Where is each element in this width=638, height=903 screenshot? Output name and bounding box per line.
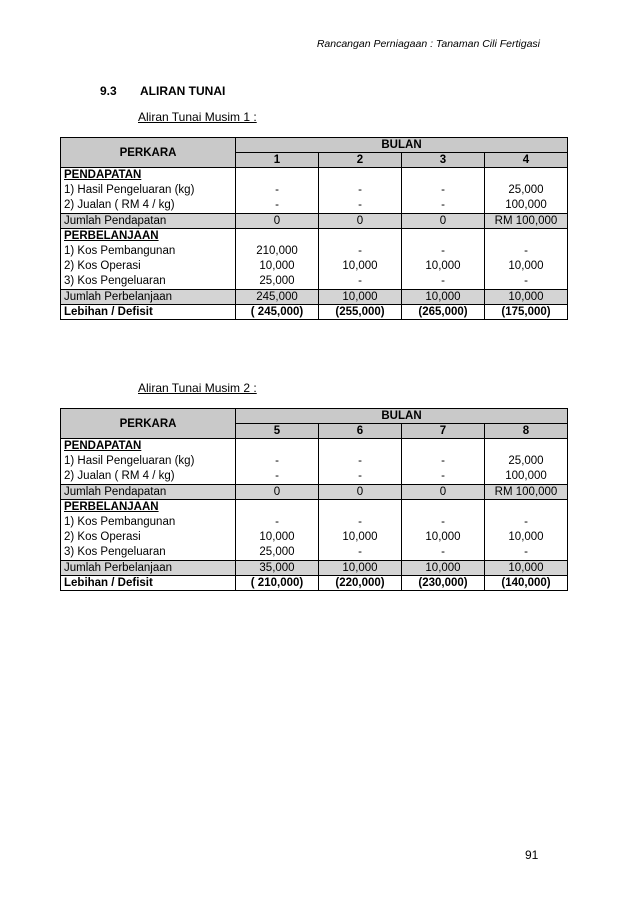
income-value: - [441, 184, 445, 196]
expense-value: - [524, 546, 528, 558]
total-expense-value: 35,000 [236, 561, 319, 576]
total-expense-label: Jumlah Perbelanjaan [61, 290, 236, 305]
total-income-row [61, 214, 568, 229]
cash-flow-table-1 [60, 137, 568, 320]
section-number: 9.3 [100, 84, 117, 98]
bulan-header: BULAN [236, 409, 568, 424]
surplus-deficit-label: Lebihan / Defisit [61, 305, 236, 320]
pendapatan-label: PENDAPATAN [64, 169, 142, 181]
surplus-deficit-value: (175,000) [485, 305, 568, 320]
total-income-value: RM 100,000 [485, 485, 568, 500]
income-value: - [358, 199, 362, 211]
total-income-value: 0 [319, 485, 402, 500]
expense-value: - [358, 275, 362, 287]
expense-value: - [358, 516, 362, 528]
income-value: - [275, 184, 279, 196]
total-expense-label: Jumlah Perbelanjaan [61, 561, 236, 576]
income-value: - [441, 470, 445, 482]
expense-value: - [441, 275, 445, 287]
total-income-value: 0 [236, 485, 319, 500]
total-expense-value: 10,000 [485, 290, 568, 305]
total-income-value: 0 [402, 485, 485, 500]
month-header: 6 [319, 424, 402, 439]
total-expense-row [61, 290, 568, 305]
expense-value: - [441, 546, 445, 558]
month-header: 2 [319, 153, 402, 168]
expense-value: 25,000 [259, 275, 295, 287]
month-header: 3 [402, 153, 485, 168]
expense-item: 1) Kos Pembangunan [64, 245, 176, 257]
table-2-subtitle: Aliran Tunai Musim 2 : [138, 381, 257, 395]
income-value: - [275, 455, 279, 467]
table-1-subtitle: Aliran Tunai Musim 1 : [138, 110, 257, 124]
total-expense-value: 10,000 [402, 290, 485, 305]
total-income-value: 0 [236, 214, 319, 229]
expense-item: 3) Kos Pengeluaran [64, 546, 166, 558]
perbelanjaan-label: PERBELANJAAN [64, 230, 159, 242]
pendapatan-label: PENDAPATAN [64, 440, 142, 452]
income-block [61, 439, 568, 485]
expense-value: 10,000 [508, 260, 544, 272]
expense-value: - [524, 245, 528, 257]
perkara-header: PERKARA [61, 409, 236, 439]
expense-value: - [358, 546, 362, 558]
total-income-label: Jumlah Pendapatan [61, 485, 236, 500]
surplus-deficit-row [61, 576, 568, 591]
expense-value: 10,000 [342, 531, 378, 543]
surplus-deficit-value: ( 210,000) [236, 576, 319, 591]
total-expense-value: 10,000 [319, 561, 402, 576]
income-value: 100,000 [505, 470, 547, 482]
total-income-value: 0 [402, 214, 485, 229]
expense-value: 210,000 [256, 245, 298, 257]
total-expense-row [61, 561, 568, 576]
total-income-label: Jumlah Pendapatan [61, 214, 236, 229]
total-income-row [61, 485, 568, 500]
income-item: 2) Jualan ( RM 4 / kg) [64, 470, 175, 482]
surplus-deficit-value: (265,000) [402, 305, 485, 320]
surplus-deficit-value: ( 245,000) [236, 305, 319, 320]
surplus-deficit-value: (140,000) [485, 576, 568, 591]
total-expense-value: 10,000 [319, 290, 402, 305]
surplus-deficit-value: (220,000) [319, 576, 402, 591]
income-block [61, 168, 568, 214]
total-expense-value: 10,000 [485, 561, 568, 576]
surplus-deficit-value: (255,000) [319, 305, 402, 320]
expense-value: - [524, 275, 528, 287]
income-item: 1) Hasil Pengeluaran (kg) [64, 455, 195, 467]
income-value: - [441, 199, 445, 211]
perbelanjaan-label: PERBELANJAAN [64, 501, 159, 513]
expense-item: 3) Kos Pengeluaran [64, 275, 166, 287]
income-value: - [358, 184, 362, 196]
income-value: 100,000 [505, 199, 547, 211]
total-expense-value: 245,000 [236, 290, 319, 305]
expense-value: 10,000 [425, 531, 461, 543]
expense-item: 1) Kos Pembangunan [64, 516, 176, 528]
surplus-deficit-row [61, 305, 568, 320]
income-item: 1) Hasil Pengeluaran (kg) [64, 184, 195, 196]
page-number: 91 [525, 848, 539, 862]
total-expense-value: 10,000 [402, 561, 485, 576]
expense-value: - [441, 516, 445, 528]
expense-item: 2) Kos Operasi [64, 531, 141, 543]
expense-value: 25,000 [259, 546, 295, 558]
expense-block [61, 500, 568, 561]
expense-value: 10,000 [259, 531, 295, 543]
section-title: ALIRAN TUNAI [140, 84, 226, 98]
bulan-header: BULAN [236, 138, 568, 153]
income-value: - [275, 470, 279, 482]
month-header: 5 [236, 424, 319, 439]
expense-block [61, 229, 568, 290]
expense-value: 10,000 [259, 260, 295, 272]
income-value: - [358, 455, 362, 467]
income-value: 25,000 [508, 184, 544, 196]
month-header: 4 [485, 153, 568, 168]
surplus-deficit-value: (230,000) [402, 576, 485, 591]
expense-value: 10,000 [508, 531, 544, 543]
expense-item: 2) Kos Operasi [64, 260, 141, 272]
expense-value: - [275, 516, 279, 528]
running-header: Rancangan Perniagaan : Tanaman Cili Fertigasi [316, 38, 540, 50]
expense-value: - [524, 516, 528, 528]
income-value: - [358, 470, 362, 482]
month-header: 7 [402, 424, 485, 439]
total-income-value: 0 [319, 214, 402, 229]
income-item: 2) Jualan ( RM 4 / kg) [64, 199, 175, 211]
expense-value: 10,000 [425, 260, 461, 272]
expense-value: - [358, 245, 362, 257]
income-value: - [275, 199, 279, 211]
month-header: 1 [236, 153, 319, 168]
perkara-header: PERKARA [61, 138, 236, 168]
month-header: 8 [485, 424, 568, 439]
income-value: 25,000 [508, 455, 544, 467]
surplus-deficit-label: Lebihan / Defisit [61, 576, 236, 591]
total-income-value: RM 100,000 [485, 214, 568, 229]
expense-value: 10,000 [342, 260, 378, 272]
income-value: - [441, 455, 445, 467]
expense-value: - [441, 245, 445, 257]
cash-flow-table-2 [60, 408, 568, 591]
